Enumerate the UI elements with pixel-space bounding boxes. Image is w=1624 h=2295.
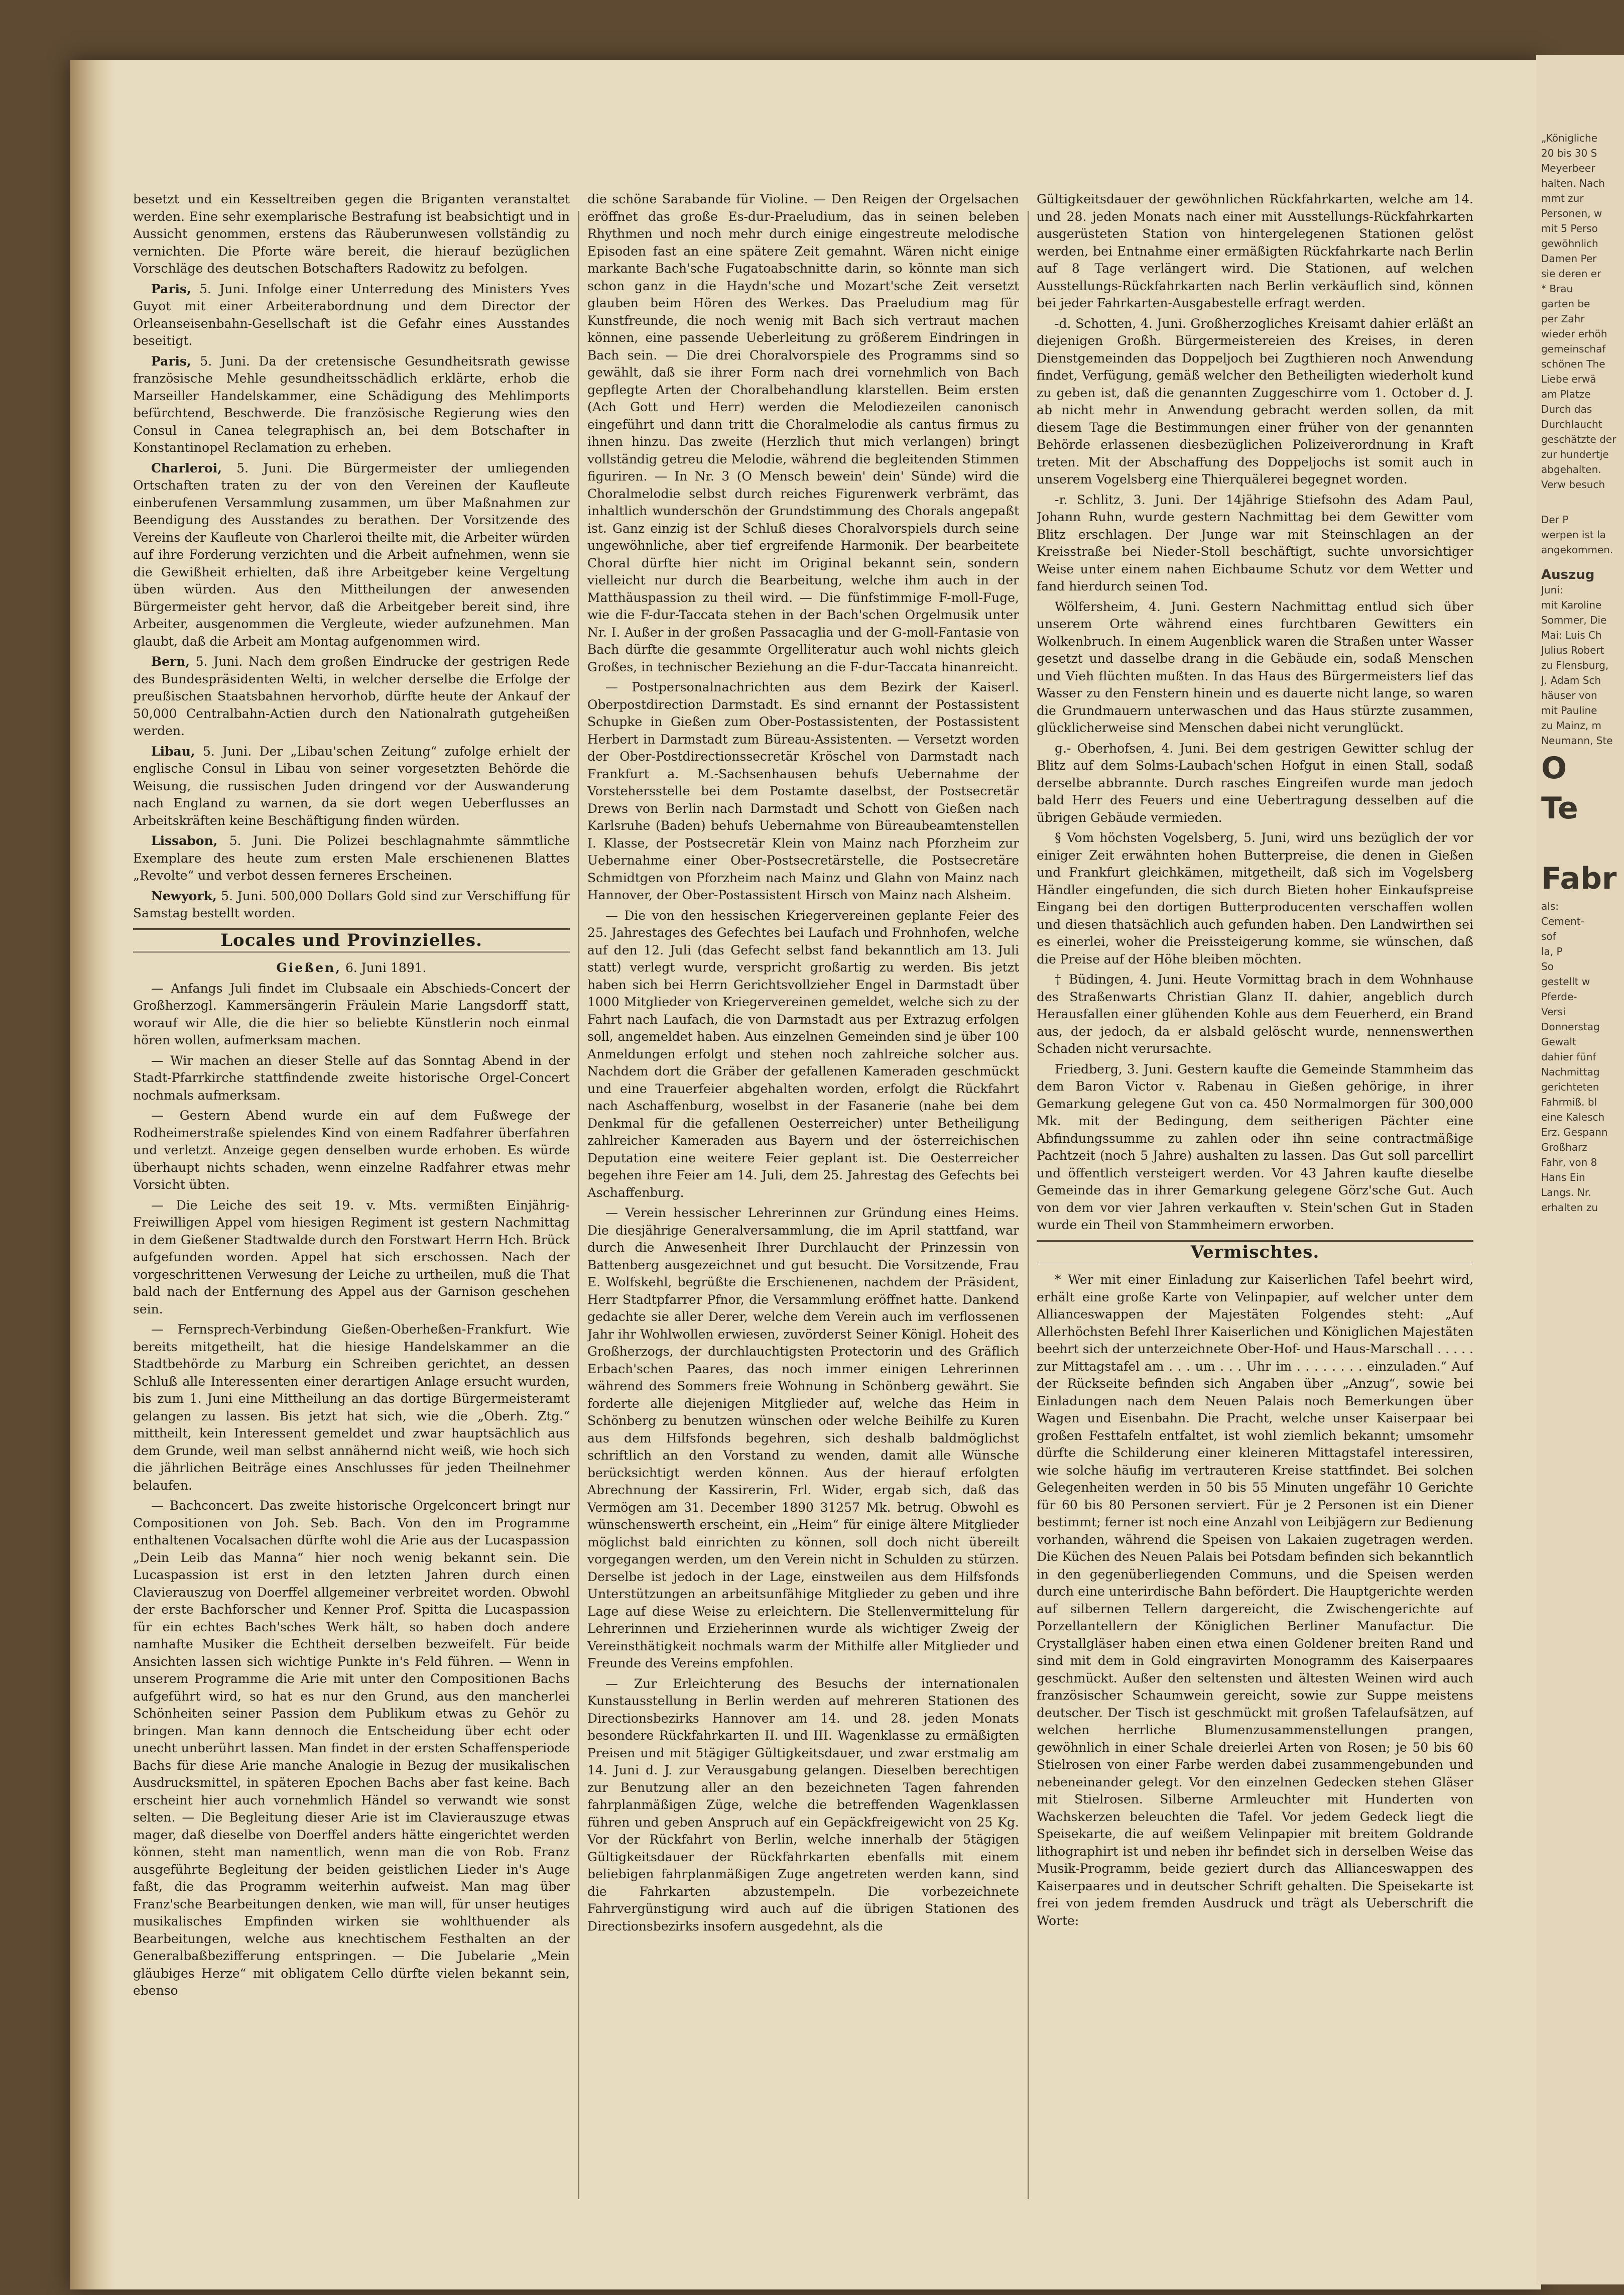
news-text: 5. Juni. 500,000 Dollars Gold sind zur Verschiffung für Samstag bestellt worden.	[133, 888, 570, 920]
adjacent-page-line: abgehalten.	[1541, 463, 1601, 475]
adjacent-page-line: zur hundertje	[1541, 448, 1609, 460]
adjacent-page-line: wieder erhöh	[1541, 328, 1607, 340]
local-news-item: Friedberg, 3. Juni. Gestern kaufte die Gemeinde Stammheim das dem Baron Victor v. Rabenau in Gießen gehörige, in ihrer Gemarkung gelegene Gut von ca. 450 Normalmorgen für 300,000 Mk. mit der Bedingung, dem seitherigen Pächter eine Abfindungssumme zu zahlen oder ihn seine contractmäßige Pachtzeit (noch 5 Jahre) aushalten zu lassen. Das Gut soll parcellirt und öffentlich versteigert werden. Vor 43 Jahren kaufte dieselbe Gemeinde das in ihrer Gemarkung gelegene Görz'sche Gut. Auch von dem vor vier Jahren verkauften v. Stein'schen Gut in Staden wurde ein Theil von Stammheimern erworben.	[1037, 1061, 1473, 1232]
adjacent-page-line: werpen ist la	[1541, 529, 1606, 541]
adjacent-page-line: * Brau	[1541, 283, 1573, 295]
column-1	[133, 191, 570, 2214]
local-news-item: -d. Schotten, 4. Juni. Großherzogliches Kreisamt dahier erläßt an diejenigen Großh. Bürgermeistereien des Kreises, in deren Dienstgemeinden das Doppeljoch bei Zugthieren noch Anwendung findet, Verfügung, gemäß welcher den Betheiligten wiederholt kund zu geben ist, daß die genannten Zuggeschirre vom 1. October d. J. ab nicht mehr in Anwendung gebracht werden sollen, da mit diesem Tage die Bestimmungen einer früher von der genannten Behörde erlassenen diesbezüglichen Polizeiverordnung in Kraft treten. Mit der Abschaffung des Doppeljochs ist somit auch in unserem Vogelsberg eine Thierquälerei begegnet worden.	[1037, 316, 1473, 487]
article-paragraph: besetzt und ein Kesseltreiben gegen die Briganten veranstaltet werden. Eine sehr exemplarische Bestrafung ist beabsichtigt und in Aussicht genommen, erstens das Räuberunwesen vollständig zu vernichten. Die Pforte wäre bereit, die hierauf bezüglichen Vorschläge des deutschen Botschafters Radowitz zu befolgen.	[133, 192, 570, 276]
local-news-item: — Verein hessischer Lehrerinnen zur Gründung eines Heims. Die diesjährige Generalversammlung, die im April stattfand, war durch die Anwesenheit Ihrer Durchlaucht der Prinzessin von Battenberg ausgezeichnet und gut besucht. Die Vorsitzende, Frau E. Wolfskehl, begrüßte die Erschienenen, nachdem der Präsident, Herr Stadtpfarrer Pfnor, die Versammlung eröffnet hatte. Dankend gedachte sie aller Derer, welche dem Verein auch im verflossenen Jahr ihr Wohlwollen erwiesen, zuvörderst Seiner Königl. Hoheit des Großherzogs, der durchlauchtigsten Protectorin und des Gräflich Erbach'schen Paares, das noch immer einigen Lehrerinnen während des Sommers freie Wohnung in Schönberg gewährt. Sie forderte alle diejenigen Mitglieder auf, welche das Heim in Schönberg zu benutzen wünschen oder welche Beihilfe zu Kuren aus dem Hilfsfonds begehren, sich deshalb baldmöglichst schriftlich an den Vorstand zu wenden, damit alle Wünsche berücksichtigt werden können. Aus der hierauf erfolgten Abrechnung der Kassirerin, Frl. Wider, ergab sich, daß das Vermögen am 31. December 1890 31257 Mk. betrug. Obwohl es wünschenswerth erscheint, ein „Heim“ für einige ältere Mitglieder möglichst bald einrichten zu können, soll doch nicht übereilt vorgegangen werden, um den Verein nicht in Schulden zu stürzen. Derselbe ist jedoch in der Lage, einstweilen aus dem Hilfsfonds Unterstützungen an arbeitsunfähige Mitglieder zu geben und ihre Lage auf diese Weise zu erleichtern. Die Stellenvermittelung für Lehrerinnen und Erzieherinnen wurde als wichtiger Zweig der Vereinsthätigkeit nochmals warm der Mithilfe aller Mitglieder und Freunde des Vereins empfohlen.	[587, 1205, 1019, 1670]
adjacent-page-text-block	[1536, 899, 1624, 1215]
adjacent-page-line: Fahr, von 8	[1541, 1156, 1597, 1168]
dateline-date: 6. Juni 1891.	[345, 960, 427, 975]
adjacent-page-text-block	[1536, 582, 1624, 748]
adjacent-page-heading: Auszug	[1541, 567, 1595, 582]
column-2	[587, 191, 1019, 2214]
book-spine	[70, 60, 115, 2289]
section-heading: Vermischtes.	[1037, 1240, 1473, 1265]
dateline-place: Gießen,	[276, 960, 342, 975]
adjacent-page-line: Juni:	[1541, 584, 1563, 596]
news-text: 5. Juni. Die Polizei beschlagnahmte sämmtliche Exemplare des heute zum ersten Male erschienenen Blattes „Revolte“ und verbot dessen ferneres Erscheinen.	[133, 833, 570, 883]
article-paragraph: Gültigkeitsdauer der gewöhnlichen Rückfahrkarten, welche am 14. und 28. jeden Monats nach einer mit Ausstellungs-Rückfahrkarten ausgerüsteten Station von hintergelegenen Stationen gelöst werden, bei Entnahme einer ermäßigten Rückfahrkarte nach Berlin auf 8 Tage verlängert wird. Die Stationen, auf welchen Ausstellungs-Rückfahrkarten nach Berlin verkäuflich sind, können bei jeder Fahrkarten-Ausgabestelle erfragt werden.	[1037, 192, 1473, 310]
adjacent-page-line: zu Mainz, m	[1541, 719, 1601, 732]
column-rule	[578, 211, 579, 2199]
adjacent-page-line: Gewalt	[1541, 1036, 1576, 1048]
local-news-item: — Gestern Abend wurde ein auf dem Fußwege der Rodheimerstraße spielendes Kind von einem Radfahrer überfahren und verletzt. Anzeige gegen denselben wurde erhoben. Es würde überhaupt nichts schaden, wenn einzelne Radfahrer etwas mehr Vorsicht übten.	[133, 1108, 570, 1192]
section-heading: Locales und Provinzielles.	[133, 928, 570, 953]
adjacent-page-line: J. Adam Sch	[1541, 674, 1601, 686]
local-news-item: — Zur Erleichterung des Besuchs der internationalen Kunstausstellung in Berlin werden auf mehreren Stationen des Directionsbezirks Hannover am 14. und 28. jeden Monats besondere Rückfahrkarten II. und III. Wagenklasse zu ermäßigten Preisen und mit 5tägiger Gültigkeitsdauer, und zwar erstmalig am 14. Juni d. J. zur Verausgabung gelangen. Dieselben berechtigen zur Benutzung aller an den bezeichneten Tagen fahrenden fahrplanmäßigen Züge, welche die betreffenden Wagenklassen führen und geben Anspruch auf ein Gepäckfreigewicht von 25 Kg. Vor der Rückfahrt von Berlin, welche innerhalb der 5tägigen Gültigkeitsdauer der Rückfahrkarten ebenfalls mit einem beliebigen fahrplanmäßigen Zuge angetreten werden kann, sind die Fahrkarten abzustempeln. Die vorbezeichnete Fahrvergünstigung wird auch auf die übrigen Stationen des Directionsbezirks insofern ausgedehnt, als die	[587, 1676, 1019, 1934]
news-item	[133, 353, 570, 457]
news-place: Libau,	[151, 744, 195, 759]
adjacent-page-text-block	[1536, 131, 1624, 492]
adjacent-page-headline: Te	[1541, 791, 1578, 826]
adjacent-page-line: Mai: Luis Ch	[1541, 629, 1602, 641]
adjacent-page-line: Großharz	[1541, 1141, 1587, 1153]
adjacent-page-line: 20 bis 30 S	[1541, 147, 1597, 159]
adjacent-page-line: gestellt w	[1541, 976, 1590, 988]
local-news-item: — Anfangs Juli findet im Clubsaale ein Abschieds-Concert der Großherzogl. Kammersängerin Fräulein Marie Langsdorff statt, worauf wir Alle, die die hier so beliebte Künstlerin noch einmal hören wollen, aufmerksam machen.	[133, 981, 570, 1047]
adjacent-page-line: mit Karoline	[1541, 599, 1602, 611]
adjacent-page-line: Langs. Nr.	[1541, 1186, 1591, 1198]
column-3	[1037, 191, 1473, 2214]
local-news-item: § Vom höchsten Vogelsberg, 5. Juni, wird uns bezüglich der vor einiger Zeit erwähnten hohen Butterpreise, die denen in Gießen und Frankfurt gleichkämen, mitgetheilt, daß sich im Vogelsberg Händler eingefunden, die sich durch Bieten hoher Einkaufspreise Eingang bei den dortigen Butterproducenten verschaffen wollen und diesen thatsächlich auch gefunden haben. Den Landwirthen sei es einerlei, woher die Preissteigerung komme, sie wünschen, daß die Preise auf der Höhe bleiben möchten.	[1037, 830, 1473, 967]
news-text: 5. Juni. Infolge einer Unterredung des Ministers Yves Guyot mit einer Arbeiterabordnung und dem Director der Orleanseisenbahn-Gesellschaft ist die Gefahr eines Ausstandes beseitigt.	[133, 281, 570, 348]
adjacent-page-line: gerichteten	[1541, 1081, 1599, 1093]
local-news-item: — Die Leiche des seit 19. v. Mts. vermißten Einjährig-Freiwilligen Appel vom hiesigen Regiment ist gestern Nachmittag in dem Gießener Stadtwalde durch den Forstwart Herrn Hch. Brück aufgefunden worden. Appel hat sich erschossen. Nach der vorgeschrittenen Verwesung der Leiche zu urtheilen, muß die That bald nach der Entfernung des Appel aus der Garnison geschehen sein.	[133, 1197, 570, 1316]
adjacent-page-line: Erz. Gespann	[1541, 1126, 1608, 1138]
adjacent-page-line: Sommer, Die	[1541, 614, 1607, 626]
adjacent-page-line: Personen, w	[1541, 207, 1602, 219]
adjacent-page-line: Meyerbeer	[1541, 162, 1595, 174]
adjacent-page-line: „Königliche	[1541, 132, 1598, 144]
dateline	[133, 959, 570, 977]
adjacent-page-line: Liebe erwä	[1541, 373, 1596, 385]
adjacent-page-line: sof	[1541, 930, 1556, 942]
adjacent-page-line: Nachmittag	[1541, 1066, 1600, 1078]
news-item	[133, 743, 570, 830]
adjacent-page-line: Donnerstag	[1541, 1021, 1600, 1033]
local-news-item: Wölfersheim, 4. Juni. Gestern Nachmittag entlud sich über unserem Orte während eines furchtbaren Gewitters ein Wolkenbruch. In einem Augenblick waren die Straßen unter Wasser gesetzt und dasselbe drang in die Gebäude ein, sodaß Menschen und Vieh flüchten mußten. In das Haus des Bürgermeisters lief das Wasser zu den Fenstern hinein und es dauerte nicht lange, so waren die Grundmauern unterwaschen und das Haus stürzte zusammen, glücklicherweise sind Menschen dabei nicht verunglückt.	[1037, 599, 1473, 735]
adjacent-page-line: zu Flensburg,	[1541, 659, 1609, 671]
local-news-item: — Postpersonalnachrichten aus dem Bezirk der Kaiserl. Oberpostdirection Darmstadt. Es sind ernannt der Postassistent Schupke in Gießen zum Ober-Postassistenten, der Postassistent Herbert in Darmstadt zum Büreau-Assistenten. — Versetzt worden der Ober-Postdirectionssecretär Kröschel von Darmstadt nach Frankfurt a. M.-Sachsenhausen behufs Uebernahme der Vorstehersstelle bei dem Postamte daselbst, der Postsecretär Drews von Berlin nach Darmstadt und Schott von Gießen nach Karlsruhe (Baden) behufs Uebernahme von Büreaubeamtenstellen I. Klasse, der Postsecretär Klein von Mainz nach Pforzheim zur Uebernahme einer Ober-Postsecretärstelle, die Postsecretäre Schmidtgen von Pforzheim nach Mainz und Glahn von Mainz nach Hannover, der Ober-Postassistent Hirsch von Mainz nach Alsheim.	[587, 680, 1019, 902]
adjacent-page-line: Damen Per	[1541, 253, 1597, 265]
news-place: Paris,	[151, 353, 191, 369]
adjacent-page-line: Neumann, Ste	[1541, 735, 1613, 747]
adjacent-page-line: Durchlaucht	[1541, 418, 1602, 430]
adjacent-page-line: Verw besuch	[1541, 478, 1605, 491]
article-paragraph: die schöne Sarabande für Violine. — Den Reigen der Orgelsachen eröffnet das große Es-dur-Praeludium, das in seinen beleben Rhythmen und noch mehr durch einige eingestreute melodische Episoden fast an eine spätere Zeit gemahnt. Wären nicht einige markante Bach'sche Fugatoabschnitte darin, so könnte man sich schon ganz in die Haydn'sche und Mozart'sche Zeit versetzt glauben beim Hören des Werkes. Das Praeludium mag für Kunstfreunde, die noch wenig mit Bach sich vertraut machen können, eine passende Ueberleitung zu größerem Eindringen in Bach sein. — Die drei Choralvorspiele des Programms sind so gewählt, daß sie ihrer Form nach drei vornehmlich von Bach gepflegte Arten der Choralbehandlung klarstellen. Beim ersten (Ach Gott und Herr) werden die Melodiezeilen canonisch eingeführt und dann tritt die Choralmelodie als cantus firmus zu ihnen hinzu. Das zweite (Herzlich thut mich verlangen) bringt vollständig getreu die Melodie, während die begleitenden Stimmen figuriren. — In Nr. 3 (O Mensch bewein' dein' Sünde) wird die Choralmelodie selbst durch reiches Figurenwerk verbrämt, das inhaltlich wunderschön der Grundstimmung des Chorals angepaßt ist. Ganz einzig ist der Schluß dieses Choralvorspiels durch seine ungewöhnliche, aber tief ergreifende Harmonik. Der bearbeitete Choral dürfte hier nicht im Original bekannt sein, sondern vielleicht nur durch die Bearbeitung, welche ihm auch in der Matthäuspassion zu theil wird. — Die fünfstimmige F-moll-Fuge, wie die F-dur-Taccata stehen in der Bach'schen Orgelmusik unter Nr. I. Außer in der großen Passacaglia und der G-moll-Fantasie von Bach dürfte die gesammte Orgelliteratur auch wohl nichts gleich Großes, in technischer Beziehung an die F-dur-Taccata hinanreicht.	[587, 192, 1019, 674]
adjacent-page-line: dahier fünf	[1541, 1051, 1596, 1063]
adjacent-page-line: Cement-	[1541, 915, 1584, 927]
adjacent-page-line: Julius Robert	[1541, 644, 1604, 656]
adjacent-page-line: Pferde-	[1541, 991, 1577, 1003]
adjacent-page-edge	[1536, 55, 1624, 2284]
news-item	[133, 281, 570, 350]
adjacent-page-line: gewöhnlich	[1541, 237, 1598, 250]
adjacent-page-line: Versi	[1541, 1006, 1566, 1018]
news-item	[133, 653, 570, 740]
adjacent-page-line: per Zahr	[1541, 313, 1585, 325]
news-item	[133, 832, 570, 885]
adjacent-page-line: So	[1541, 960, 1554, 973]
local-news-item: — Bachconcert. Das zweite historische Orgelconcert bringt nur Compositionen von Joh. Seb. Bach. Von den im Programme enthaltenen Vocalsachen dürfte wohl die Arie aus der Lucaspassion „Dein Leib das Manna“ hier noch wenig bekannt sein. Die Lucaspassion ist erst in den letzten Jahren durch einen Clavierauszug von Doerffel allgemeiner verbreitet worden. Obwohl der erste Bachforscher und Kenner Prof. Spitta die Lucaspassion für ein echtes Bach'sches Werk hält, so haben doch andere namhafte Musiker die Echtheit derselben bezweifelt. Für beide Ansichten lassen sich wichtige Punkte in's Feld führen. — Wenn in unserem Programme die Arie mit unter den Compositionen Bachs aufgeführt wird, so hat es nur den Grund, aus den mancherlei Schönheiten seiner Passion dem Publikum etwas zu Gehör zu bringen. Man kann dennoch die Entscheidung über echt oder unecht unberührt lassen. Man findet in der ersten Schaffensperiode Bachs für diese Arie manche Analogie in Bezug der musikalischen Ausdrucksmittel, in späteren Epochen Bachs aber fast keine. Bach erscheint hier auch vornehmlich Händel so verwandt wie sonst selten. — Die Begleitung dieser Arie ist im Clavierauszuge etwas mager, daß dieselbe von Doerffel anders hätte eingerichtet werden können, steht man namentlich, wenn man die von Rob. Franz ausgeführte Begleitung der beiden geistlichen Lieder in's Auge faßt, die das Programm weiterhin aufweist. Man mag über Franz'sche Bearbeitungen denken, wie man will, für unser heutiges musikalisches Empfinden wirken sie wohlthuender als Bearbeitungen, welche aus knechtischem Festhalten an der Generalbaßbezifferung entspringen. — Die Jubelarie „Mein gläubiges Herze“ mit obligatem Cello dürfte vielen bekannt sein, ebenso	[133, 1498, 570, 1998]
adjacent-page-line: la, P	[1541, 945, 1563, 957]
adjacent-page-line: halten. Nach	[1541, 177, 1605, 189]
news-place: Newyork,	[151, 888, 217, 903]
news-place: Bern,	[151, 654, 190, 669]
news-place: Charleroi,	[151, 460, 222, 475]
adjacent-page-line: schönen The	[1541, 358, 1605, 370]
news-item	[133, 888, 570, 922]
adjacent-page-headline: Fabr	[1541, 861, 1617, 896]
local-news-item: — Fernsprech-Verbindung Gießen-Oberheßen-Frankfurt. Wie bereits mitgetheilt, hat die hiesige Handelskammer an die Stadtbehörde zu Marburg ein Schreiben gerichtet, an dessen Schluß alle Interessenten einer derartigen Anlage ersucht wurden, bis zum 1. Juni eine Mittheilung an das dortige Bürgermeisteramt gelangen zu lassen. Bis jetzt hat sich, wie die „Oberh. Ztg.“ mittheilt, kein Interessent gemeldet und zwar hauptsächlich aus dem Grunde, weil man selbst annähernd nicht weiß, wie hoch sich die jährlichen Beiträge eines Anschlusses für jeden Theilnehmer belaufen.	[133, 1322, 570, 1493]
local-news-item: g.- Oberhofsen, 4. Juni. Bei dem gestrigen Gewitter schlug der Blitz auf dem Solms-Laubach'schen Hofgut in einen Stall, sodaß derselbe abbrannte. Durch rasches Eingreifen wurde man jedoch bald Herr des Feuers und eine Uebertragung desselben auf die übrigen Gebäude vermieden.	[1037, 741, 1473, 825]
adjacent-page-line: gemeinschaf	[1541, 343, 1606, 355]
miscellany-item: * Wer mit einer Einladung zur Kaiserlichen Tafel beehrt wird, erhält eine große Karte von Velinpapier, auf welcher unter dem Allianceswappen der Majestäten Folgendes steht: „Auf Allerhöchsten Befehl Ihrer Kaiserlichen und Königlichen Majestäten beehrt sich der unterzeichnete Ober-Hof- und Haus-Marschall . . . . . zur Mittagstafel am . . . um . . . Uhr im . . . . . . . . einzuladen.“ Auf der Rückseite befinden sich Angaben über „Anzug“, sowie bei Einladungen nach dem Neuen Palais noch Bemerkungen über Wagen und Eisenbahn. Die Pracht, welche unser Kaiserpaar bei großen Festtafeln entfaltet, ist wohl ziemlich bekannt; umsomehr dürfte die Schilderung einer kleineren Mittagstafel interessiren, wie solche häufig im vertrauteren Kreise stattfindet. Bei solchen Gelegenheiten werden in 50 bis 55 Minuten ungefähr 10 Gerichte für 60 bis 80 Personen serviert. Für je 2 Personen ist ein Diener bestimmt; ferner ist noch eine Anzahl von Leibjägern zur Bedienung vorhanden, während die Speisen von Lakaien zugetragen werden. Die Küchen des Neuen Palais bei Potsdam befinden sich bekanntlich in den gegenüberliegenden Communs, und die Speisen werden durch eine unterirdische Bahn befördert. Die Hauptgerichte werden auf silbernen Tellern dargereicht, die Zwischengerichte auf Porzellantellern der Königlichen Berliner Manufactur. Die Crystallgläser haben einen etwa einen Goldener breiten Rand und sind mit dem in Gold eingravirten Monogramm des Kaiserpaares geschmückt. Außer den seltensten und ältesten Weinen wird auch französischer Schaumwein gereicht, sowie zur Suppe meistens deutscher. Der Tisch ist geschmückt mit großen Tafelaufsätzen, auf welchen herrliche Blumenzusammenstellungen prangen, gewöhnlich in einer Schale dreierlei Arten von Rosen; je 50 bis 60 Stielrosen von einer Farbe werden dabei zusammengebunden und nebeneinander gelegt. Vor den einzelnen Gedecken stehen Gläser mit Stielrosen. Silberne Armleuchter mit Hunderten von Wachskerzen beleuchten die Tafel. Vor jedem Gedeck liegt die Speisekarte, die auf weißem Velinpapier mit breitem Goldrande lithographirt ist und neben ihr befindet sich in derselben Weise das Musik-Programm, beide geziert durch das Allianceswappen des Kaiserpaares und in deutscher Schrift gehalten. Die Speisekarte ist frei von jedem fremden Ausdruck und trägt als Ueberschrift die Worte:	[1037, 1272, 1473, 1928]
news-text: 5. Juni. Nach dem großen Eindrucke der gestrigen Rede des Bundespräsidenten Welti, in welcher derselbe die Erfolge der preußischen Staatsbahnen hervorhob, dürfte heute der Ankauf der 50,000 Centralbahn-Actien durch den Nationalrath gutgeheißen werden.	[133, 654, 570, 738]
news-place: Paris,	[151, 281, 191, 296]
news-place: Lissabon,	[151, 833, 218, 848]
news-item	[133, 460, 570, 651]
adjacent-page-line: häuser von	[1541, 689, 1597, 701]
adjacent-page-line: garten be	[1541, 298, 1590, 310]
news-text: 5. Juni. Die Bürgermeister der umliegenden Ortschaften traten zu der von den Vereinen der Kaufleute einberufenen Versammlung zusammen, um über Maßnahmen zur Beendigung des Ausstandes zu berathen. Der Vorsitzende des Vereins der Kaufleute von Charleroi theilte mit, die Arbeiter würden auf ihre Forderung verzichten und die Arbeit aufnehmen, wenn sie die Gewißheit erhielten, daß ihre Arbeitgeber keine Vergeltung üben würden. Aus den Mittheilungen der anwesenden Bürgermeister geht hervor, daß die Arbeitgeber bereit sind, ihre Arbeiter, ausgenommen die Vergleute, wieder aufzunehmen. Man glaubt, daß die Arbeit am Montag aufgenommen wird.	[133, 460, 570, 649]
local-news-item: — Die von den hessischen Kriegervereinen geplante Feier des 25. Jahrestages des Gefechtes bei Laufach und Frohnhofen, welche auf den 12. Juli (das Gefecht selbst fand bekanntlich am 13. Juli statt) verlegt wurde, verspricht großartig zu werden. Bis jetzt haben sich bei Herrn Gerichtsvollzieher Engel in Darmstadt über 1000 Mitglieder von Kriegervereinen gemeldet, welche sich zu der Fahrt nach Laufach, die von Darmstadt aus per Extrazug erfolgen soll, angemeldet haben. Aus einzelnen Gemeinden sind je über 100 Anmeldungen erfolgt und stehen noch zahlreiche solcher aus. Nachdem dort die Gräber der gefallenen Kameraden geschmückt und eine Trauerfeier abgehalten worden, erfolgt die Rückfahrt nach Aschaffenburg, woselbst in der Fasanerie (nahe bei dem Denkmal für die gefallenen Oesterreicher) unter Betheiligung zahlreicher Kameraden aus Bayern und der österreichischen Deputation eine weitere Feier geplant ist. Die Oesterreicher begehen ihre Feier am 14. Juli, dem 25. Jahrestag des Gefechts bei Aschaffenburg.	[587, 908, 1019, 1200]
adjacent-page-line: erhalten zu	[1541, 1201, 1598, 1214]
adjacent-page-line: als:	[1541, 900, 1559, 912]
adjacent-page-line: mit 5 Perso	[1541, 222, 1598, 234]
adjacent-page-line: angekommen.	[1541, 544, 1613, 556]
adjacent-page-text-block	[1536, 512, 1624, 557]
adjacent-page-line: Der P	[1541, 514, 1569, 526]
adjacent-page-headline: O	[1541, 751, 1567, 786]
adjacent-page-line: Fahrmiß. bl	[1541, 1096, 1597, 1108]
adjacent-page-line: am Platze	[1541, 388, 1591, 400]
column-rule	[1028, 211, 1029, 2199]
adjacent-page-line: geschätzte der	[1541, 433, 1616, 445]
local-news-item: -r. Schlitz, 3. Juni. Der 14jährige Stiefsohn des Adam Paul, Johann Ruhn, wurde gestern Nachmittag bei dem Gewitter vom Blitz erschlagen. Der Junge war mit Steinschlagen an der Kreisstraße bei Nieder-Stoll beschäftigt, suchte unvorsichtiger Weise unter einem nahen Eichbaume Schutz vor dem Wetter und fand hierdurch seinen Tod.	[1037, 492, 1473, 593]
adjacent-page-line: Durch das	[1541, 403, 1592, 415]
news-text: 5. Juni. Der „Libau'schen Zeitung“ zufolge erhielt der englische Consul in Libau von seiner vorgesetzten Behörde die Weisung, die russischen Juden dringend vor der Auswanderung nach England zu warnen, da sie dort wegen Ueberflusses an Arbeitskräften keine Beschäftigung finden würden.	[133, 744, 570, 828]
local-news-item: — Wir machen an dieser Stelle auf das Sonntag Abend in der Stadt-Pfarrkirche stattfindende zweite historische Orgel-Concert nochmals aufmerksam.	[133, 1053, 570, 1103]
adjacent-page-line: eine Kalesch	[1541, 1111, 1605, 1123]
adjacent-page-line: mit Pauline	[1541, 704, 1597, 716]
adjacent-page-line: mmt zur	[1541, 192, 1584, 204]
adjacent-page-line: sie deren er	[1541, 268, 1601, 280]
local-news-item: † Büdingen, 4. Juni. Heute Vormittag brach in dem Wohnhause des Straßenwarts Christian Glanz II. dahier, angeblich durch Herausfallen einer glühenden Kohle aus dem Feuerherd, ein Brand aus, der jedoch, da er alsbald gelöscht wurde, nennenswerthen Schaden nicht verursachte.	[1037, 972, 1473, 1056]
adjacent-page-line: Hans Ein	[1541, 1171, 1585, 1183]
news-text: 5. Juni. Da der cretensische Gesundheitsrath gewisse französische Mehle gesundheitsschädlich erklärte, erhob die Marseiller Handelskammer, eine Schädigung des Mehlimports befürchtend, Beschwerde. Die französische Regierung wies den Consul in Canea telegraphisch an, bei dem Botschafter in Konstantinopel Reclamation zu erheben.	[133, 353, 570, 455]
newspaper-page	[70, 60, 1541, 2289]
